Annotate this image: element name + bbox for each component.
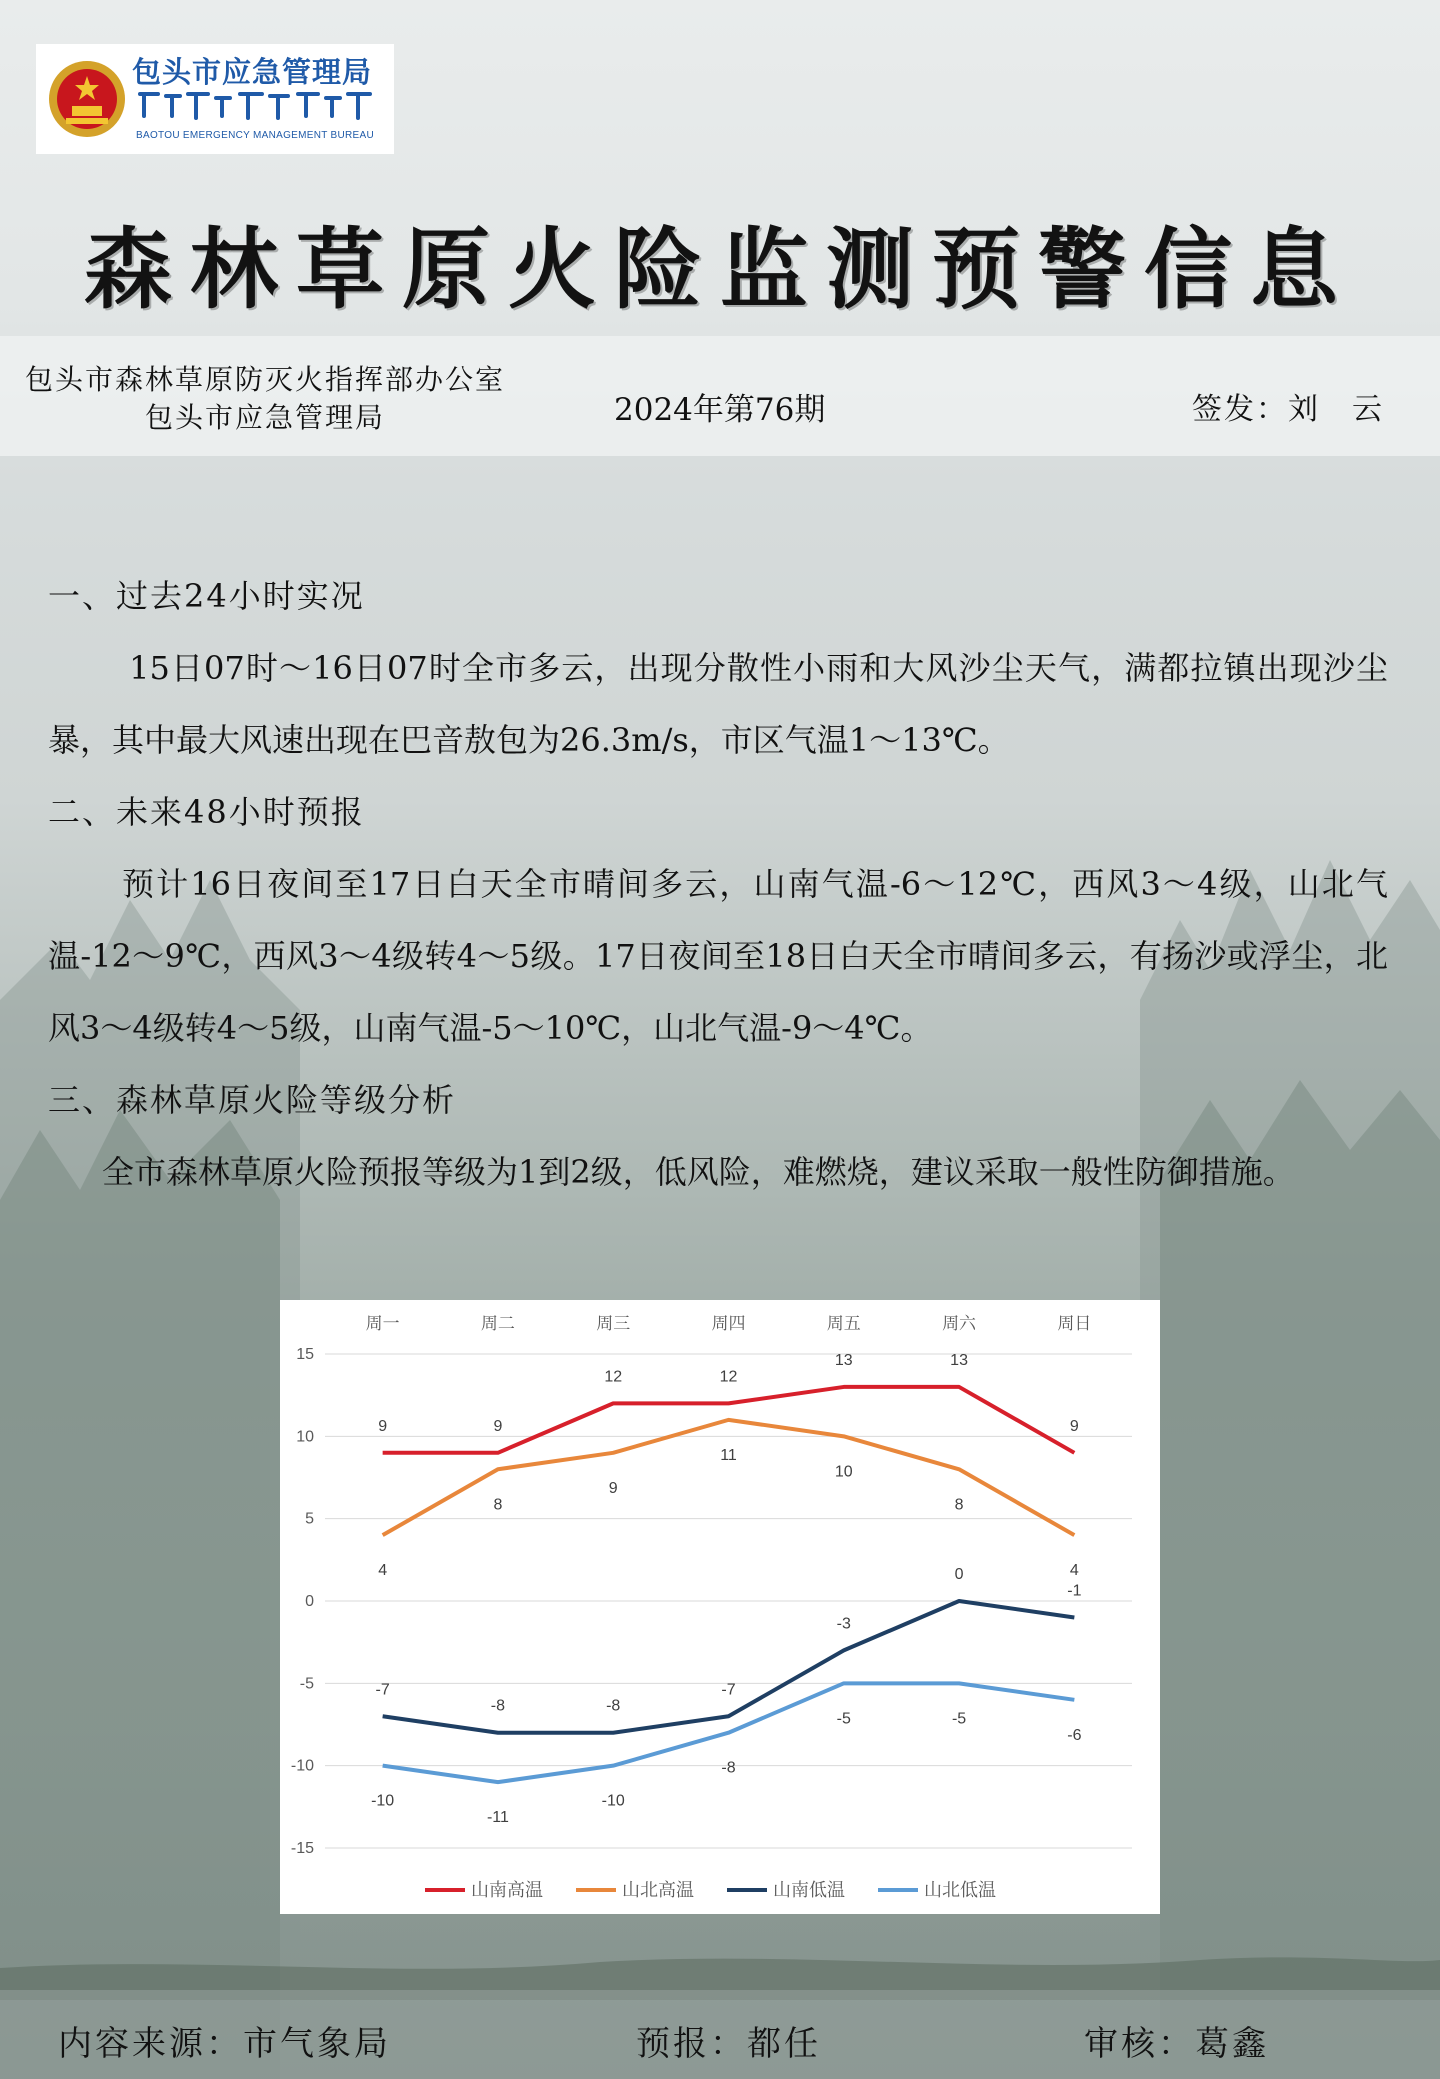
data-label: 11 [720, 1446, 737, 1464]
report-body [48, 560, 1388, 1208]
temperature-chart [280, 1300, 1160, 1914]
data-label: 10 [834, 1463, 853, 1481]
y-tick-label: 0 [305, 1593, 314, 1610]
forecaster: 预报：都任 [636, 2024, 821, 2064]
y-tick-label: 5 [305, 1510, 314, 1528]
y-tick-label: -15 [290, 1840, 314, 1857]
data-label: 12 [719, 1368, 738, 1386]
section-heading-fire-risk: 三、森林草原火险等级分析 [48, 1081, 457, 1119]
y-tick-label: -5 [299, 1675, 314, 1693]
data-label: -5 [836, 1710, 851, 1728]
data-label: -7 [721, 1681, 736, 1699]
legend-label: 山北低温 [924, 1880, 996, 1900]
y-tick-label: 10 [296, 1428, 314, 1446]
series-line [383, 1417, 1075, 1535]
section-heading-past-24h: 一、过去24小时实况 [48, 577, 365, 615]
logo-chinese-name: 包头市应急管理局 [132, 55, 373, 89]
issuing-bureau: 包头市应急管理局 [144, 401, 385, 434]
data-label: -11 [486, 1809, 509, 1827]
section-text-fire-risk: 全市森林草原火险预报等级为1到2级，低风险，难燃烧，建议采取一般性防御措施。 [102, 1153, 1295, 1191]
data-label: -8 [490, 1697, 506, 1715]
data-label: 9 [378, 1417, 388, 1435]
x-category-label: 周三 [596, 1314, 631, 1333]
logo-mongolian-script [136, 88, 386, 122]
data-label: 12 [604, 1368, 623, 1386]
data-label: -8 [606, 1697, 621, 1715]
logo-english-name: BAOTOU EMERGENCY MANAGEMENT BUREAU [136, 130, 375, 141]
series-line [383, 1601, 1075, 1733]
bureau-logo [36, 44, 394, 154]
data-label: -6 [1067, 1726, 1082, 1744]
temperature-line-chart [280, 1300, 1160, 1914]
issue-number: 2024年第76期 [614, 392, 826, 428]
x-category-label: 周日 [1057, 1314, 1092, 1333]
data-label: -10 [601, 1792, 625, 1810]
data-label: 4 [1069, 1562, 1079, 1580]
data-label: 9 [493, 1417, 503, 1435]
data-label: 8 [493, 1496, 503, 1514]
signer: 签发：刘 云 [1192, 392, 1384, 427]
legend-label: 山南低温 [773, 1880, 845, 1900]
x-category-label: 周六 [942, 1314, 977, 1333]
national-emblem-icon [42, 54, 132, 144]
content-source: 内容来源：市气象局 [58, 2024, 391, 2064]
data-label: -7 [375, 1681, 390, 1699]
data-label: 13 [834, 1351, 853, 1369]
data-label: -1 [1067, 1582, 1082, 1600]
data-label: 0 [954, 1566, 964, 1583]
data-label: 13 [950, 1351, 968, 1369]
data-label: 9 [1069, 1417, 1079, 1435]
section-text-past-24h: 15日07时～16日07时全市多云，出现分散性小雨和大风沙尘天气，满都拉镇出现沙尘暴，其中最大风速出现在巴音敖包为26.3m/s，市区气温1～13℃。 [48, 649, 1388, 759]
legend-label: 山南高温 [471, 1880, 543, 1900]
data-label: -5 [951, 1710, 967, 1728]
x-category-label: 周五 [826, 1314, 861, 1333]
y-tick-label: -10 [290, 1757, 314, 1775]
reviewer: 审核：葛鑫 [1084, 2024, 1269, 2064]
data-label: -8 [721, 1759, 736, 1777]
x-category-label: 周一 [365, 1314, 400, 1333]
x-category-label: 周四 [711, 1314, 746, 1333]
x-category-label: 周二 [480, 1314, 515, 1333]
section-text-forecast-48h: 预计16日夜间至17日白天全市晴间多云，山南气温-6～12℃，西风3～4级，山北气温-12～9℃，西风3～4级转4～5级。17日夜间至18日白天全市晴间多云，有扬沙或浮尘，北风3～4级转4～5级，山南气温-5～10℃，山北气温-9～4℃。 [48, 865, 1388, 1047]
document-title: 森林草原火险监测预警信息 [83, 217, 1356, 321]
section-heading-forecast-48h: 二、未来48小时预报 [48, 793, 365, 831]
legend-label: 山北高温 [622, 1880, 694, 1900]
data-label: -10 [371, 1792, 395, 1810]
data-label: -3 [836, 1615, 851, 1633]
data-label: 4 [378, 1562, 388, 1580]
data-label: 8 [954, 1496, 964, 1514]
data-label: 9 [608, 1479, 618, 1497]
y-tick-label: 15 [296, 1346, 314, 1363]
issuing-office: 包头市森林草原防灭火指挥部办公室 [24, 363, 505, 396]
